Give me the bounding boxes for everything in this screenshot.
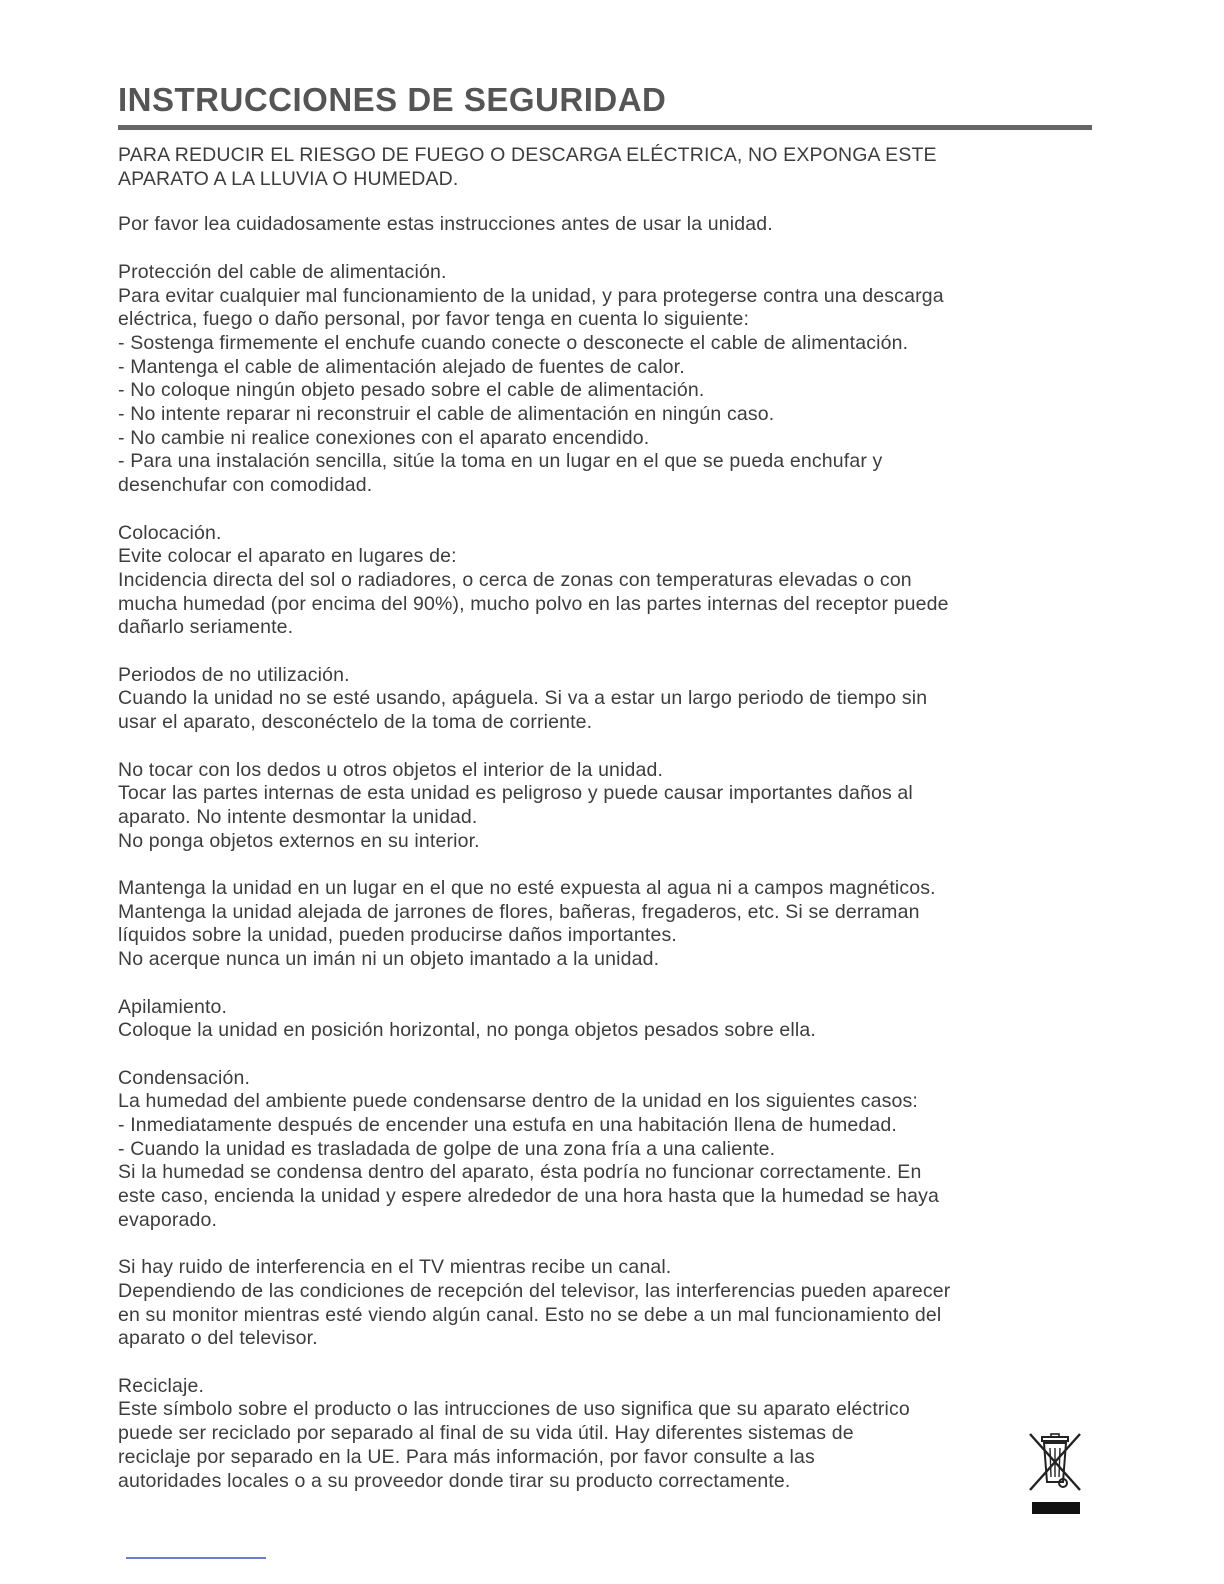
section-line: Coloque la unidad en posición horizontal, no ponga objetos pesados sobre ella.: [118, 1019, 816, 1042]
section-power-cable: [118, 261, 1098, 498]
section-line: en su monitor mientras esté viendo algún canal. Esto no se debe a un mal funcionamiento del: [118, 1303, 942, 1326]
section-line: puede ser reciclado por separado al final de su vida útil. Hay diferentes sistemas de: [118, 1422, 854, 1445]
warning-line: APARATO A LA LLUVIA O HUMEDAD.: [118, 167, 459, 190]
section-line: Cuando la unidad no se esté usando, apáguela. Si va a estar un largo periodo de tiempo sin: [118, 687, 928, 710]
section-line: evaporado.: [118, 1208, 218, 1231]
section-line: - Mantenga el cable de alimentación alejado de fuentes de calor.: [118, 355, 685, 378]
section-line: dañarlo seriamente.: [118, 616, 294, 639]
section-heading: Si hay ruido de interferencia en el TV mientras recibe un canal.: [118, 1256, 672, 1279]
section-recycling: [118, 1375, 1018, 1494]
section-line: - Sostenga firmemente el enchufe cuando conecte o desconecte el cable de alimentación.: [118, 331, 909, 354]
section-stacking: [118, 996, 1098, 1043]
section-heading: Protección del cable de alimentación.: [118, 260, 447, 283]
section-line: líquidos sobre la unidad, pueden producirse daños importantes.: [118, 924, 677, 947]
section-heading: Apilamiento.: [118, 995, 228, 1018]
section-line: La humedad del ambiente puede condensarse dentro de la unidad en los siguientes casos:: [118, 1090, 918, 1113]
section-line: - No coloque ningún objeto pesado sobre el cable de alimentación.: [118, 379, 705, 402]
section-line: Mantenga la unidad alejada de jarrones de flores, bañeras, fregaderos, etc. Si se derraman: [118, 900, 920, 923]
section-line: Tocar las partes internas de esta unidad es peligroso y puede causar importantes daños al: [118, 782, 913, 805]
section-line: Para evitar cualquier mal funcionamiento de la unidad, y para protegerse contra una descarga: [118, 284, 944, 307]
section-line: aparato o del televisor.: [118, 1327, 318, 1350]
section-line: reciclaje por separado en la UE. Para más información, por favor consulte a las: [118, 1445, 815, 1468]
section-line: este caso, encienda la unidad y espere alrededor de una hora hasta que la humedad se haya: [118, 1185, 940, 1208]
section-line: - Para una instalación sencilla, sitúe la toma en un lugar en el que se pueda enchufar y: [118, 450, 883, 473]
section-heading: Reciclaje.: [118, 1374, 205, 1397]
section-water-magnets: [118, 877, 1098, 972]
section-non-use: [118, 664, 1098, 735]
section-line: usar el aparato, desconéctelo de la toma de corriente.: [118, 711, 593, 734]
footer-underline: [126, 1557, 266, 1559]
safety-instructions-page: [118, 80, 1098, 1493]
section-line: eléctrica, fuego o daño personal, por favor tenga en cuenta lo siguiente:: [118, 308, 750, 331]
section-line: Mantenga la unidad en un lugar en el que no esté expuesta al agua ni a campos magnéticos.: [118, 877, 936, 900]
section-line: - Cuando la unidad es trasladada de golpe de una zona fría a una caliente.: [118, 1137, 776, 1160]
section-do-not-touch: [118, 759, 1098, 854]
section-placement: [118, 522, 1098, 641]
section-heading: Periodos de no utilización.: [118, 663, 350, 686]
warning-line: PARA REDUCIR EL RIESGO DE FUEGO O DESCARGA ELÉCTRICA, NO EXPONGA ESTE: [118, 144, 937, 166]
section-line: Si la humedad se condensa dentro del aparato, ésta podría no funcionar correctamente. En: [118, 1161, 922, 1184]
page-title: INSTRUCCIONES DE SEGURIDAD: [118, 81, 667, 118]
section-line: desenchufar con comodidad.: [118, 474, 373, 497]
section-heading: No tocar con los dedos u otros objetos el interior de la unidad.: [118, 758, 664, 781]
intro-paragraph: Por favor lea cuidadosamente estas instrucciones antes de usar la unidad.: [118, 213, 773, 236]
section-line: - No cambie ni realice conexiones con el aparato encendido.: [118, 426, 650, 449]
section-line: No acerque nunca un imán ni un objeto imantado a la unidad.: [118, 948, 660, 971]
crossed-out-wheelie-bin-icon: [1024, 1430, 1086, 1518]
fire-shock-warning: [118, 144, 1098, 191]
section-line: Este símbolo sobre el producto o las intrucciones de uso significa que su aparato eléctrico: [118, 1398, 910, 1421]
section-line: aparato. No intente desmontar la unidad.: [118, 805, 478, 828]
section-interference: [118, 1256, 1098, 1351]
section-line: No ponga objetos externos en su interior.: [118, 829, 480, 852]
section-line: - Inmediatamente después de encender una estufa en una habitación llena de humedad.: [118, 1114, 897, 1137]
section-heading: Condensación.: [118, 1066, 251, 1089]
section-line: autoridades locales o a su proveedor donde tirar su producto correctamente.: [118, 1469, 791, 1492]
section-condensation: [118, 1067, 1098, 1233]
title-divider: [118, 125, 1092, 130]
section-line: Incidencia directa del sol o radiadores, o cerca de zonas con temperaturas elevadas o con: [118, 568, 912, 591]
section-heading: Colocación.: [118, 521, 222, 544]
section-line: - No intente reparar ni reconstruir el cable de alimentación en ningún caso.: [118, 403, 775, 426]
section-line: Evite colocar el aparato en lugares de:: [118, 545, 457, 568]
section-line: mucha humedad (por encima del 90%), mucho polvo en las partes internas del receptor puede: [118, 592, 949, 615]
section-line: Dependiendo de las condiciones de recepción del televisor, las interferencias pueden aparecer: [118, 1279, 951, 1302]
